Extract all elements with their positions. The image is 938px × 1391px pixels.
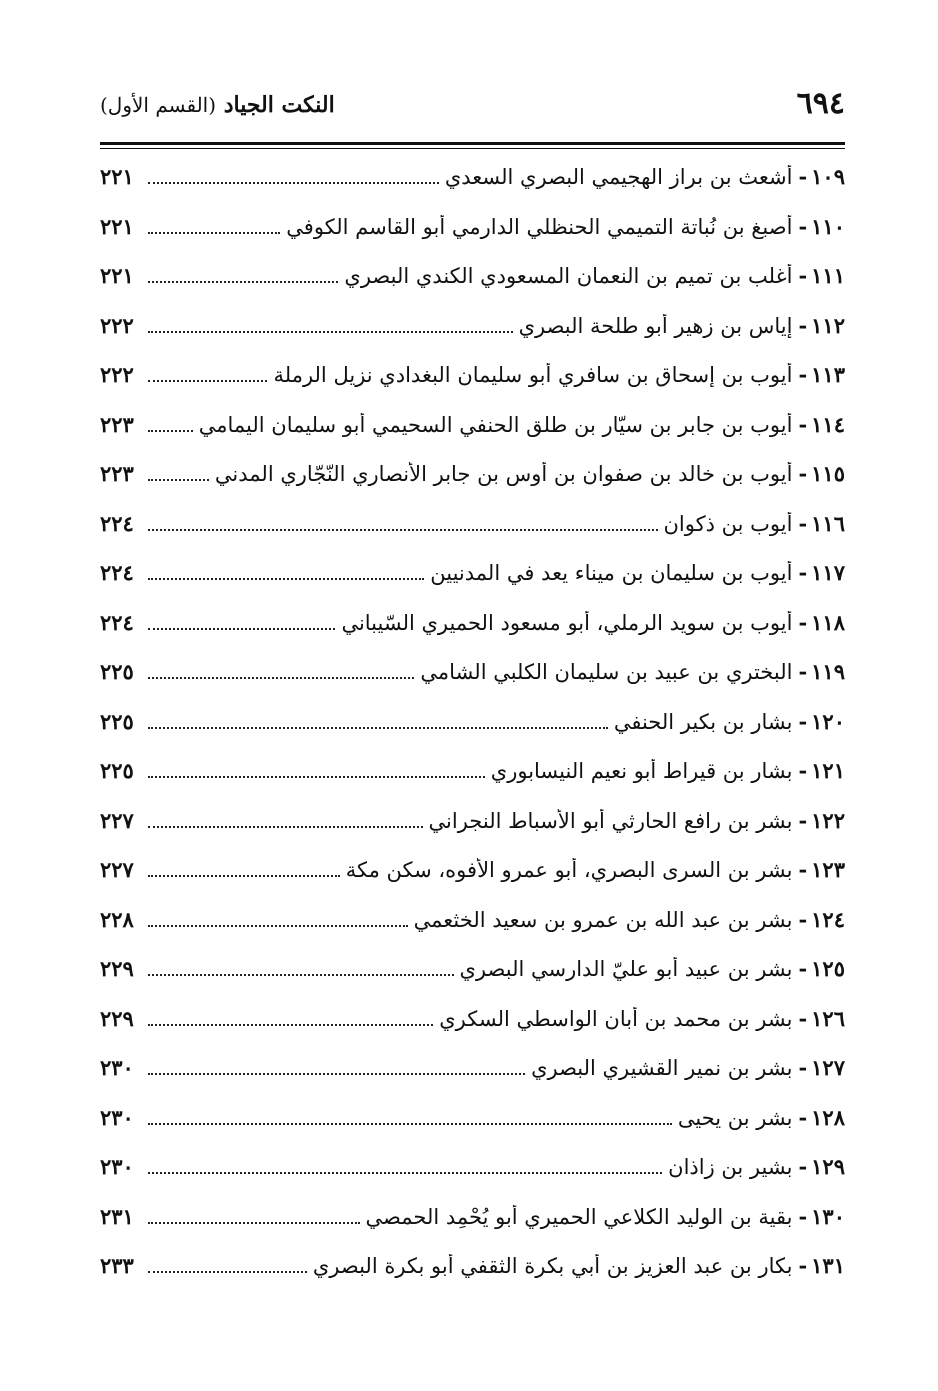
entry-number: ١٠٩ xyxy=(811,164,845,189)
toc-entry xyxy=(100,214,845,264)
dot-leader xyxy=(148,1158,662,1174)
entry-page-number: ٢٢٨ xyxy=(100,906,134,932)
entry-dash: - xyxy=(798,906,808,932)
entry-number: ١١١ xyxy=(811,263,845,288)
dot-leader xyxy=(148,366,267,382)
entry-name: بشار بن قيراط أبو نعيم النيسابوري xyxy=(490,759,793,783)
toc-entry xyxy=(100,362,845,412)
dot-leader xyxy=(148,1059,525,1075)
entry-name: أيوب بن خالد بن صفوان بن أوس بن جابر الأنصاري النّجّاري المدني xyxy=(214,462,793,486)
entry-dash: - xyxy=(798,807,808,833)
entry-number: ١٢٩ xyxy=(811,1154,845,1179)
entry-name: البختري بن عبيد بن سليمان الكلبي الشامي xyxy=(420,660,793,684)
entry-dash: - xyxy=(798,461,808,486)
toc-entry xyxy=(100,313,845,363)
entry-dash: - xyxy=(798,659,808,684)
entry-number: ١١٩ xyxy=(811,659,845,684)
toc-entry xyxy=(100,412,845,462)
entry-name: أيوب بن إسحاق بن سافري أبو سليمان البغدادي نزيل الرملة xyxy=(273,363,793,387)
dot-leader xyxy=(148,465,209,481)
entry-dash: - xyxy=(798,1253,808,1278)
entry-number: ١١٥ xyxy=(811,461,845,486)
entry-page-number: ٢٣٠ xyxy=(100,1055,134,1080)
toc-entry xyxy=(100,511,845,561)
entry-dash: - xyxy=(798,1055,808,1080)
entry-number: ١١٠ xyxy=(811,213,845,239)
entry-page-number: ٢٣٠ xyxy=(100,1154,134,1179)
dot-leader xyxy=(148,1208,360,1224)
entry-page-number: ٢٢٤ xyxy=(100,609,134,635)
entry-page-number: ٢٢٥ xyxy=(100,659,134,684)
dot-leader xyxy=(148,1010,433,1026)
section-label: (القسم الأول) xyxy=(100,93,217,117)
toc-entry xyxy=(100,907,845,957)
entry-number: ١٢٦ xyxy=(811,1005,845,1031)
entry-number: ١٢٠ xyxy=(811,708,845,734)
entry-number: ١٢١ xyxy=(811,758,845,783)
entry-dash: - xyxy=(798,312,808,338)
entry-dash: - xyxy=(798,213,808,239)
dot-leader xyxy=(148,1109,672,1125)
toc-entry xyxy=(100,610,845,660)
entry-name: أيوب بن سليمان بن ميناء يعد في المدنيين xyxy=(430,561,793,585)
entry-name: بشر بن رافع الحارثي أبو الأسباط النجراني xyxy=(428,808,793,833)
table-of-contents xyxy=(100,164,845,1303)
entry-name: بشر بن محمد بن أبان الواسطي السكري xyxy=(439,1006,793,1031)
entry-name: أغلب بن تميم بن النعمان المسعودي الكندي البصري xyxy=(344,264,793,288)
entry-dash: - xyxy=(798,956,808,981)
entry-number: ١٣٠ xyxy=(811,1203,845,1229)
entry-page-number: ٢٢٢ xyxy=(100,362,134,387)
entry-dash: - xyxy=(798,708,808,734)
entry-dash: - xyxy=(798,758,808,783)
entry-number: ١١٧ xyxy=(811,560,845,585)
book-title: النكت الجياد xyxy=(223,92,335,118)
entry-dash: - xyxy=(798,1104,808,1130)
dot-leader xyxy=(148,861,340,877)
entry-name: بقية بن الوليد الكلاعي الحميري أبو يُحْمِد الحمصي xyxy=(365,1204,793,1229)
header-rule-thin xyxy=(100,148,845,149)
entry-dash: - xyxy=(798,510,808,536)
entry-number: ١١٨ xyxy=(811,609,845,635)
entry-name: بكار بن عبد العزيز بن أبي بكرة الثقفي أبو بكرة البصري xyxy=(312,1254,793,1278)
entry-page-number: ٢٣٣ xyxy=(100,1253,134,1278)
entry-name: إياس بن زهير أبو طلحة البصري xyxy=(518,313,793,338)
entry-page-number: ٢٢٧ xyxy=(100,807,134,833)
entry-name: بشر بن السرى البصري، أبو عمرو الأفوه، سكن مكة xyxy=(345,858,793,882)
dot-leader xyxy=(148,267,338,283)
toc-entry xyxy=(100,808,845,858)
entry-page-number: ٢٢٥ xyxy=(100,758,134,783)
entry-page-number: ٢٢٢ xyxy=(100,312,134,338)
entry-name: بشار بن بكير الحنفي xyxy=(613,709,793,734)
entry-number: ١٣١ xyxy=(811,1253,845,1278)
entry-number: ١٢٤ xyxy=(811,906,845,932)
toc-entry xyxy=(100,1105,845,1155)
entry-page-number: ٢٢٩ xyxy=(100,1005,134,1031)
toc-entry xyxy=(100,1055,845,1105)
entry-dash: - xyxy=(798,1154,808,1179)
dot-leader xyxy=(148,713,608,729)
toc-entry xyxy=(100,709,845,759)
entry-dash: - xyxy=(798,164,808,189)
entry-dash: - xyxy=(798,1005,808,1031)
toc-entry xyxy=(100,461,845,511)
entry-name: بشر بن عبد الله بن عمرو بن سعيد الخثعمي xyxy=(413,907,793,932)
dot-leader xyxy=(148,960,454,976)
entry-dash: - xyxy=(798,609,808,635)
entry-page-number: ٢٢٧ xyxy=(100,857,134,882)
entry-page-number: ٢٢١ xyxy=(100,263,134,288)
toc-entry xyxy=(100,1006,845,1056)
dot-leader xyxy=(148,1257,307,1273)
entry-dash: - xyxy=(798,560,808,585)
entry-dash: - xyxy=(798,411,808,437)
dot-leader xyxy=(148,911,408,927)
entry-number: ١٢٨ xyxy=(811,1104,845,1130)
dot-leader xyxy=(148,317,513,333)
dot-leader xyxy=(148,564,424,580)
entry-page-number: ٢٢١ xyxy=(100,213,134,239)
entry-page-number: ٢٢٣ xyxy=(100,461,134,486)
entry-page-number: ٢٢١ xyxy=(100,164,134,189)
toc-entry xyxy=(100,1253,845,1303)
entry-dash: - xyxy=(798,1203,808,1229)
entry-number: ١١٦ xyxy=(811,510,845,536)
entry-name: أيوب بن سويد الرملي، أبو مسعود الحميري السّيباني xyxy=(341,610,793,635)
entry-page-number: ٢٢٤ xyxy=(100,560,134,585)
toc-entry xyxy=(100,956,845,1006)
dot-leader xyxy=(148,168,439,184)
entry-number: ١٢٢ xyxy=(811,807,845,833)
page-header xyxy=(100,82,845,126)
entry-name: أصبغ بن نُباتة التميمي الحنظلي الدارمي أبو القاسم الكوفي xyxy=(286,214,793,239)
toc-entry xyxy=(100,1154,845,1204)
toc-entry xyxy=(100,857,845,907)
entry-number: ١٢٧ xyxy=(811,1055,845,1080)
entry-dash: - xyxy=(798,263,808,288)
entry-page-number: ٢٢٣ xyxy=(100,411,134,437)
toc-entry xyxy=(100,659,845,709)
entry-page-number: ٢٢٤ xyxy=(100,510,134,536)
dot-leader xyxy=(148,218,280,234)
entry-page-number: ٢٣٠ xyxy=(100,1104,134,1130)
dot-leader xyxy=(148,663,414,679)
entry-name: أيوب بن ذكوان xyxy=(663,511,793,536)
entry-name: بشر بن يحيى xyxy=(677,1105,793,1130)
dot-leader xyxy=(148,515,658,531)
entry-number: ١٢٥ xyxy=(811,956,845,981)
toc-entry xyxy=(100,164,845,214)
toc-entry xyxy=(100,263,845,313)
header-rule xyxy=(100,142,845,145)
dot-leader xyxy=(148,416,193,432)
entry-name: أشعث بن براز الهجيمي البصري السعدي xyxy=(444,165,793,189)
page-number: ٦٩٤ xyxy=(796,86,845,121)
toc-entry xyxy=(100,758,845,808)
toc-entry xyxy=(100,1204,845,1254)
entry-number: ١١٢ xyxy=(811,312,845,338)
entry-name: أيوب بن جابر بن سيّار بن طلق الحنفي السحيمي أبو سليمان اليمامي xyxy=(198,412,793,437)
entry-page-number: ٢٣١ xyxy=(100,1203,134,1229)
entry-name: بشر بن نمير القشيري البصري xyxy=(531,1056,793,1080)
entry-number: ١١٣ xyxy=(811,362,845,387)
dot-leader xyxy=(148,812,423,828)
entry-number: ١٢٣ xyxy=(811,857,845,882)
dot-leader xyxy=(148,762,485,778)
entry-dash: - xyxy=(798,362,808,387)
entry-page-number: ٢٢٩ xyxy=(100,956,134,981)
dot-leader xyxy=(148,614,335,630)
entry-page-number: ٢٢٥ xyxy=(100,708,134,734)
entry-name: بشر بن عبيد أبو عليّ الدارسي البصري xyxy=(459,957,793,981)
entry-dash: - xyxy=(798,857,808,882)
entry-name: بشير بن زاذان xyxy=(668,1155,793,1179)
running-title xyxy=(100,92,335,118)
entry-number: ١١٤ xyxy=(811,411,845,437)
toc-entry xyxy=(100,560,845,610)
